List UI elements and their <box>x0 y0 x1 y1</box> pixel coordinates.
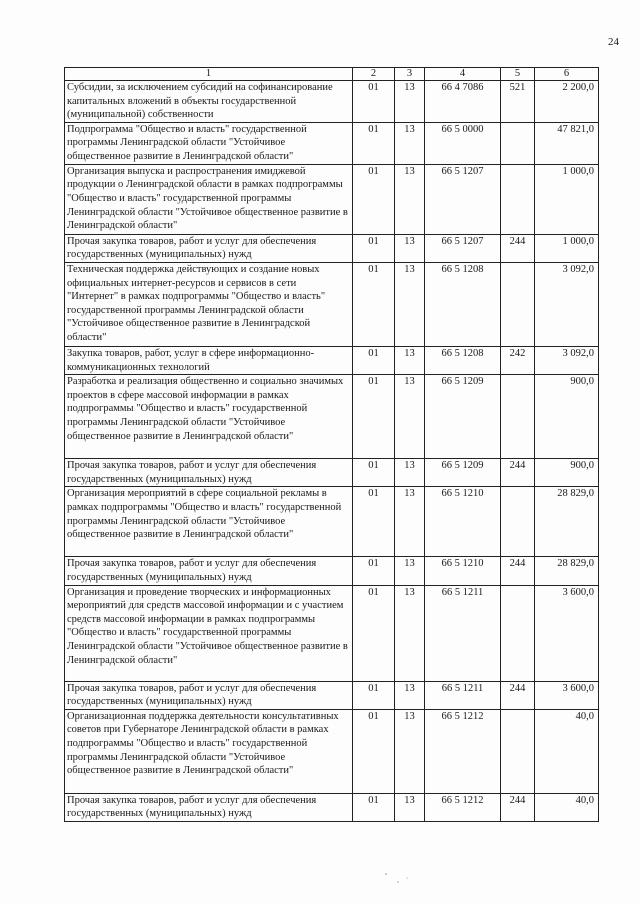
row-name: Организация мероприятий в сфере социальной рекламы в рамках подпрограммы "Общество и власть" государственной программы Ленинградской области "Устойчивое общественное развитие в Ленинградской области" <box>65 487 353 557</box>
row-expense-kind: 244 <box>501 459 535 487</box>
row-target-code: 66 5 1211 <box>425 681 501 709</box>
row-amount: 40,0 <box>535 793 599 821</box>
row-name: Субсидии, за исключением субсидий на софинансирование капитальных вложений в объекты государственной (муниципальной) собственности <box>65 81 353 123</box>
table-row <box>65 81 599 123</box>
row-section: 01 <box>353 122 395 164</box>
row-section: 01 <box>353 681 395 709</box>
row-subsection: 13 <box>395 709 425 793</box>
row-section: 01 <box>353 793 395 821</box>
row-name: Закупка товаров, работ, услуг в сфере информационно-коммуникационных технологий <box>65 346 353 374</box>
row-subsection: 13 <box>395 681 425 709</box>
scan-specks <box>380 870 420 890</box>
row-target-code: 66 5 1211 <box>425 585 501 681</box>
row-target-code: 66 5 1210 <box>425 557 501 585</box>
table-body <box>65 81 599 822</box>
row-subsection: 13 <box>395 585 425 681</box>
row-amount: 1 000,0 <box>535 234 599 262</box>
header-col-4: 4 <box>425 68 501 81</box>
row-subsection: 13 <box>395 557 425 585</box>
row-subsection: 13 <box>395 459 425 487</box>
table-row <box>65 709 599 793</box>
row-expense-kind <box>501 709 535 793</box>
row-name: Организация и проведение творческих и информационных мероприятий для средств массовой информации и с участием средств массовой информации в рамках подпрограммы "Общество и власть" государственной программы Ленинградской области "Устойчивое общественное развитие в Ленинградской области" <box>65 585 353 681</box>
page-number: 24 <box>608 36 619 48</box>
table-row <box>65 585 599 681</box>
row-amount: 900,0 <box>535 375 599 459</box>
row-amount: 900,0 <box>535 459 599 487</box>
row-name: Подпрограмма "Общество и власть" государственной программы Ленинградской области "Устойчивое общественное развитие в Ленинградской области" <box>65 122 353 164</box>
row-section: 01 <box>353 262 395 346</box>
row-subsection: 13 <box>395 262 425 346</box>
row-subsection: 13 <box>395 487 425 557</box>
row-target-code: 66 4 7086 <box>425 81 501 123</box>
header-col-2: 2 <box>353 68 395 81</box>
table-row <box>65 681 599 709</box>
row-expense-kind: 244 <box>501 793 535 821</box>
row-target-code: 66 5 1209 <box>425 375 501 459</box>
row-name: Организационная поддержка деятельности консультативных советов при Губернаторе Ленинградской области в рамках подпрограммы "Общество и власть" государственной программы Ленинградской области "Устойчивое общественное развитие в Ленинградской области" <box>65 709 353 793</box>
row-expense-kind <box>501 585 535 681</box>
row-name: Прочая закупка товаров, работ и услуг для обеспечения государственных (муниципальных) нужд <box>65 681 353 709</box>
row-target-code: 66 5 1212 <box>425 793 501 821</box>
row-target-code: 66 5 1212 <box>425 709 501 793</box>
row-amount: 47 821,0 <box>535 122 599 164</box>
row-subsection: 13 <box>395 81 425 123</box>
row-name: Техническая поддержка действующих и создание новых официальных интернет-ресурсов и сервисов в сети "Интернет" в рамках подпрограммы "Общество и власть" государственной программы Ленинградской области "Устойчивое общественное развитие в Ленинградской области" <box>65 262 353 346</box>
row-section: 01 <box>353 164 395 234</box>
row-amount: 3 600,0 <box>535 585 599 681</box>
row-name: Прочая закупка товаров, работ и услуг для обеспечения государственных (муниципальных) нужд <box>65 459 353 487</box>
row-expense-kind <box>501 487 535 557</box>
row-subsection: 13 <box>395 234 425 262</box>
row-name: Прочая закупка товаров, работ и услуг для обеспечения государственных (муниципальных) нужд <box>65 793 353 821</box>
row-section: 01 <box>353 234 395 262</box>
table-row <box>65 122 599 164</box>
table-row <box>65 375 599 459</box>
table-row <box>65 459 599 487</box>
row-subsection: 13 <box>395 164 425 234</box>
row-section: 01 <box>353 585 395 681</box>
row-name: Прочая закупка товаров, работ и услуг для обеспечения государственных (муниципальных) нужд <box>65 557 353 585</box>
table-row <box>65 346 599 374</box>
row-amount: 3 600,0 <box>535 681 599 709</box>
row-amount: 40,0 <box>535 709 599 793</box>
row-target-code: 66 5 1210 <box>425 487 501 557</box>
table-row <box>65 234 599 262</box>
row-expense-kind <box>501 375 535 459</box>
table-row <box>65 557 599 585</box>
budget-table <box>64 67 599 822</box>
header-col-3: 3 <box>395 68 425 81</box>
row-expense-kind: 242 <box>501 346 535 374</box>
row-target-code: 66 5 1209 <box>425 459 501 487</box>
row-target-code: 66 5 0000 <box>425 122 501 164</box>
row-expense-kind <box>501 164 535 234</box>
row-expense-kind: 244 <box>501 681 535 709</box>
header-col-6: 6 <box>535 68 599 81</box>
table-row <box>65 262 599 346</box>
row-subsection: 13 <box>395 122 425 164</box>
row-subsection: 13 <box>395 793 425 821</box>
header-col-5: 5 <box>501 68 535 81</box>
row-target-code: 66 5 1208 <box>425 262 501 346</box>
row-amount: 3 092,0 <box>535 346 599 374</box>
row-amount: 28 829,0 <box>535 487 599 557</box>
row-section: 01 <box>353 81 395 123</box>
row-name: Прочая закупка товаров, работ и услуг для обеспечения государственных (муниципальных) нужд <box>65 234 353 262</box>
row-section: 01 <box>353 459 395 487</box>
row-target-code: 66 5 1208 <box>425 346 501 374</box>
row-amount: 28 829,0 <box>535 557 599 585</box>
header-row <box>65 68 599 81</box>
row-amount: 3 092,0 <box>535 262 599 346</box>
row-expense-kind <box>501 122 535 164</box>
row-target-code: 66 5 1207 <box>425 234 501 262</box>
row-target-code: 66 5 1207 <box>425 164 501 234</box>
row-section: 01 <box>353 346 395 374</box>
table-row <box>65 793 599 821</box>
row-section: 01 <box>353 375 395 459</box>
row-section: 01 <box>353 557 395 585</box>
row-name: Организация выпуска и распространения имиджевой продукции о Ленинградской области в рамках подпрограммы "Общество и власть" государственной программы Ленинградской области "Устойчивое общественное развитие в Ленинградской области" <box>65 164 353 234</box>
row-subsection: 13 <box>395 346 425 374</box>
row-name: Разработка и реализация общественно и социально значимых проектов в сфере массовой информации в рамках подпрограммы "Общество и власть" государственной программы Ленинградской области "Устойчивое общественное развитие в Ленинградской области" <box>65 375 353 459</box>
table-row <box>65 487 599 557</box>
row-expense-kind <box>501 262 535 346</box>
row-section: 01 <box>353 709 395 793</box>
row-expense-kind: 244 <box>501 234 535 262</box>
row-subsection: 13 <box>395 375 425 459</box>
row-amount: 1 000,0 <box>535 164 599 234</box>
row-section: 01 <box>353 487 395 557</box>
table-row <box>65 164 599 234</box>
row-amount: 2 200,0 <box>535 81 599 123</box>
row-expense-kind: 244 <box>501 557 535 585</box>
row-expense-kind: 521 <box>501 81 535 123</box>
header-col-1: 1 <box>65 68 353 81</box>
